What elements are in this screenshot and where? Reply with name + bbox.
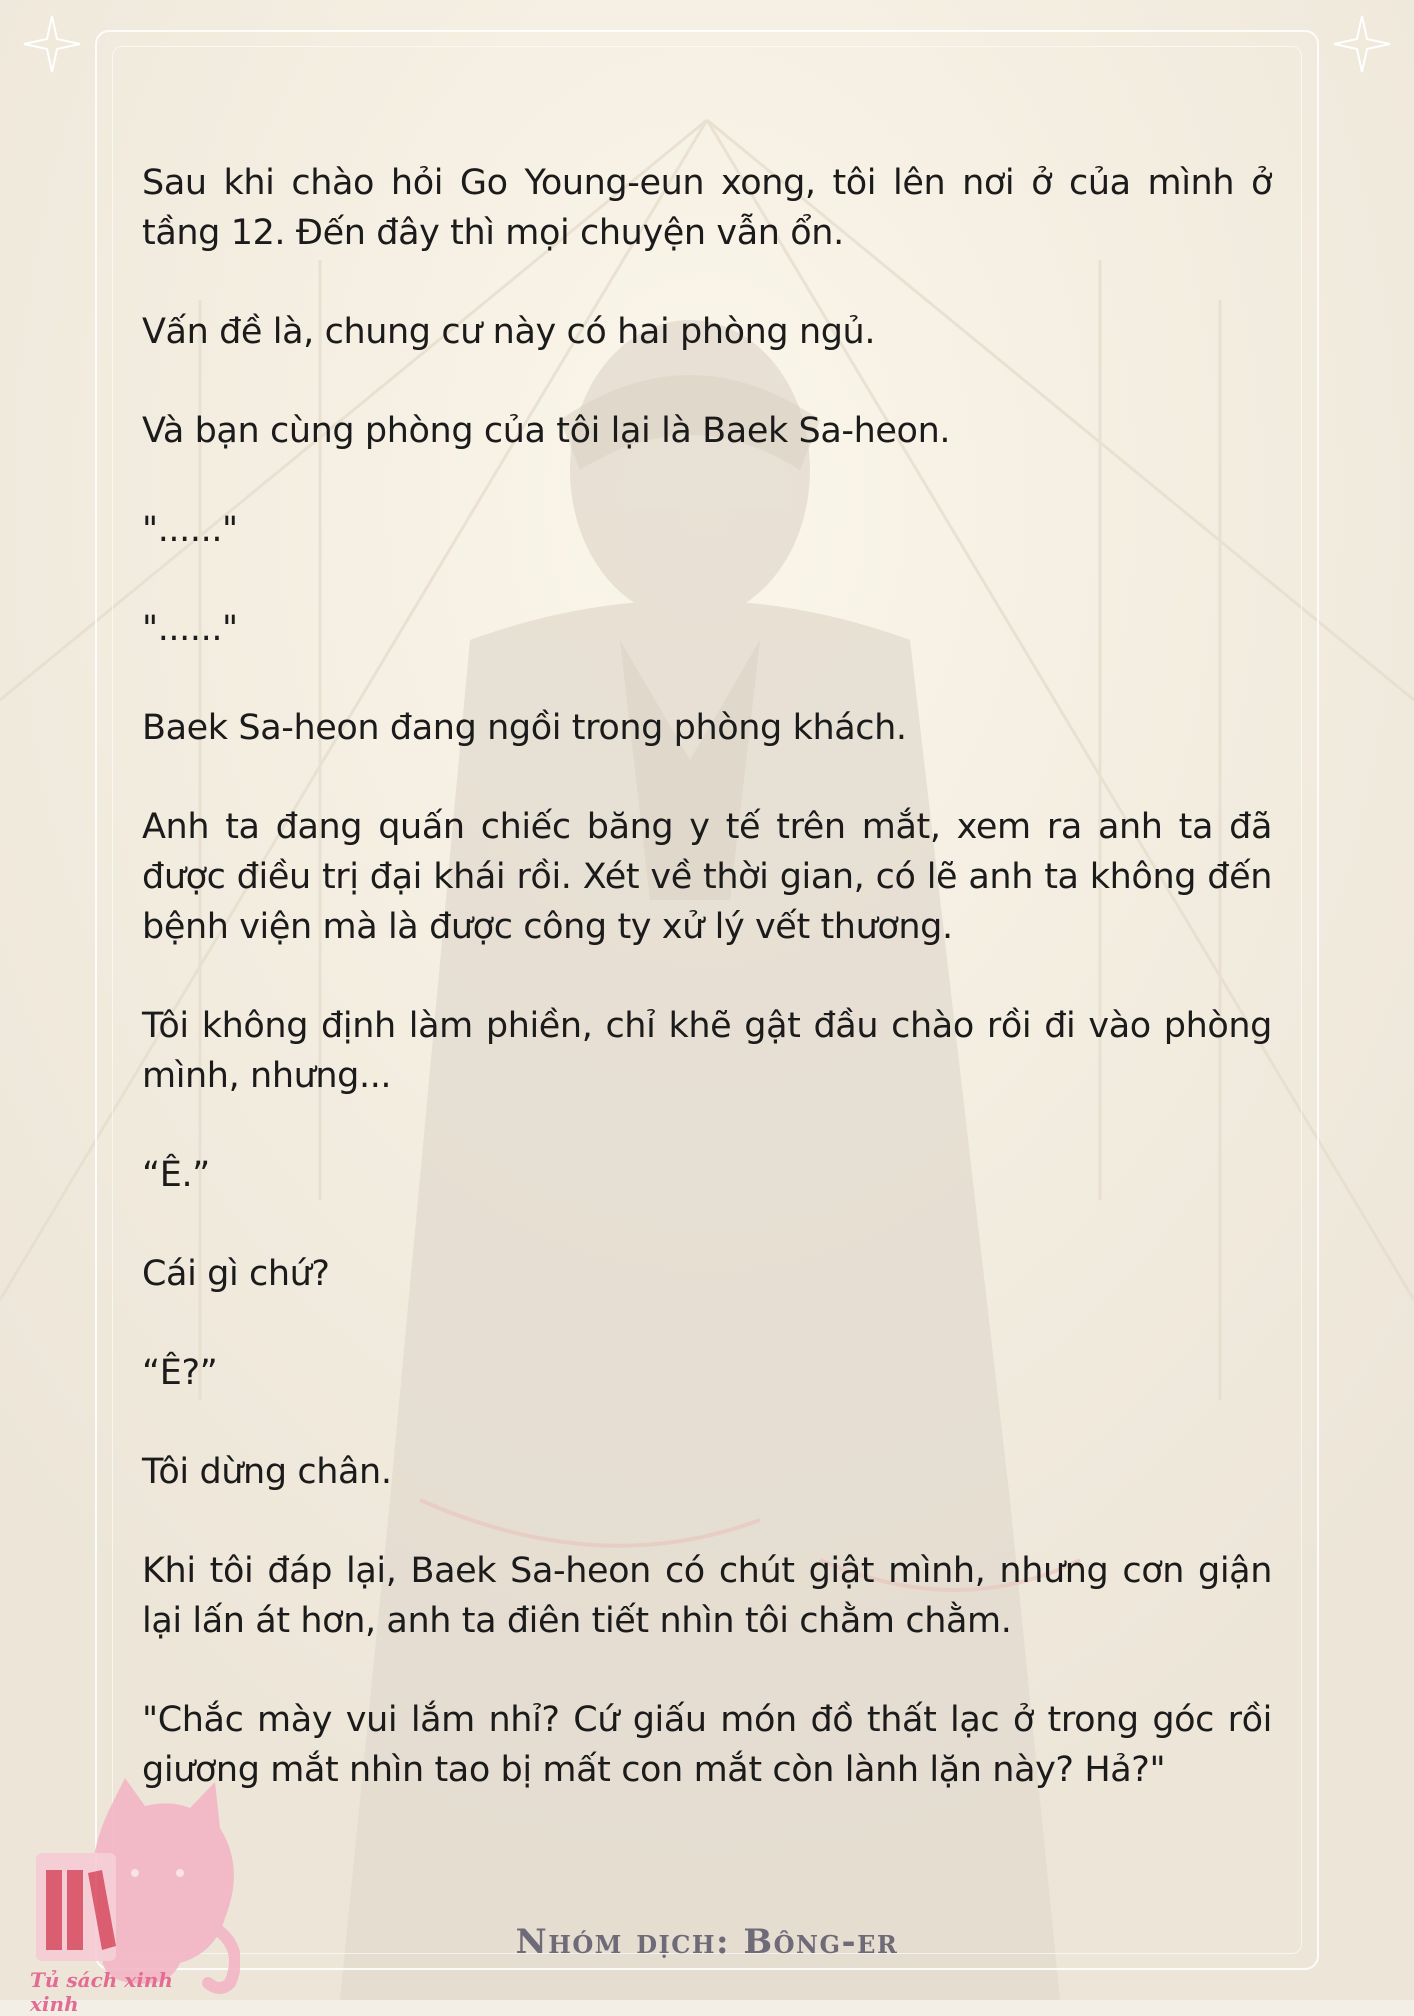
cat-books-logo-icon xyxy=(30,1778,240,2000)
paragraph: Khi tôi đáp lại, Baek Sa-heon có chút giật mình, nhưng cơn giận lại lấn át hơn, anh ta điên tiết nhìn tôi chằm chằm. xyxy=(142,1551,1272,1641)
corner-sparkle-icon xyxy=(1332,14,1392,74)
paragraph: Tôi không định làm phiền, chỉ khẽ gật đầu chào rồi đi vào phòng mình, nhưng... xyxy=(142,1006,1272,1096)
paragraph: "......" xyxy=(142,510,238,550)
paragraph: Sau khi chào hỏi Go Young-eun xong, tôi lên nơi ở của mình ở tầng 12. Đến đây thì mọi chuyện vẫn ổn. xyxy=(142,163,1272,253)
story-text xyxy=(142,158,1272,1844)
corner-sparkle-icon xyxy=(22,14,82,74)
paragraph: “Ê.” xyxy=(142,1155,210,1195)
paragraph: “Ê?” xyxy=(142,1353,218,1393)
paragraph: Và bạn cùng phòng của tôi lại là Baek Sa-heon. xyxy=(142,411,951,451)
paragraph: Anh ta đang quấn chiếc băng y tế trên mắt, xem ra anh ta đã được điều trị đại khái rồi. Xét về thời gian, có lẽ anh ta không đến bệnh viện mà là được công ty xử lý vết thương. xyxy=(142,807,1272,947)
translator-credit: Nhóm dịch: Bông-er xyxy=(515,1922,899,1962)
paragraph: Cái gì chứ? xyxy=(142,1254,330,1294)
paragraph: Tôi dừng chân. xyxy=(142,1452,392,1492)
paragraph: Baek Sa-heon đang ngồi trong phòng khách. xyxy=(142,708,907,748)
paragraph: "Chắc mày vui lắm nhỉ? Cứ giấu món đồ thất lạc ở trong góc rồi giương mắt nhìn tao bị mất con mắt còn lành lặn này? Hả?" xyxy=(142,1700,1272,1790)
paragraph: Vấn đề là, chung cư này có hai phòng ngủ. xyxy=(142,312,876,352)
paragraph: "......" xyxy=(142,609,238,649)
logo-wordmark: Tủ sách xinh xinh xyxy=(30,1968,173,2016)
